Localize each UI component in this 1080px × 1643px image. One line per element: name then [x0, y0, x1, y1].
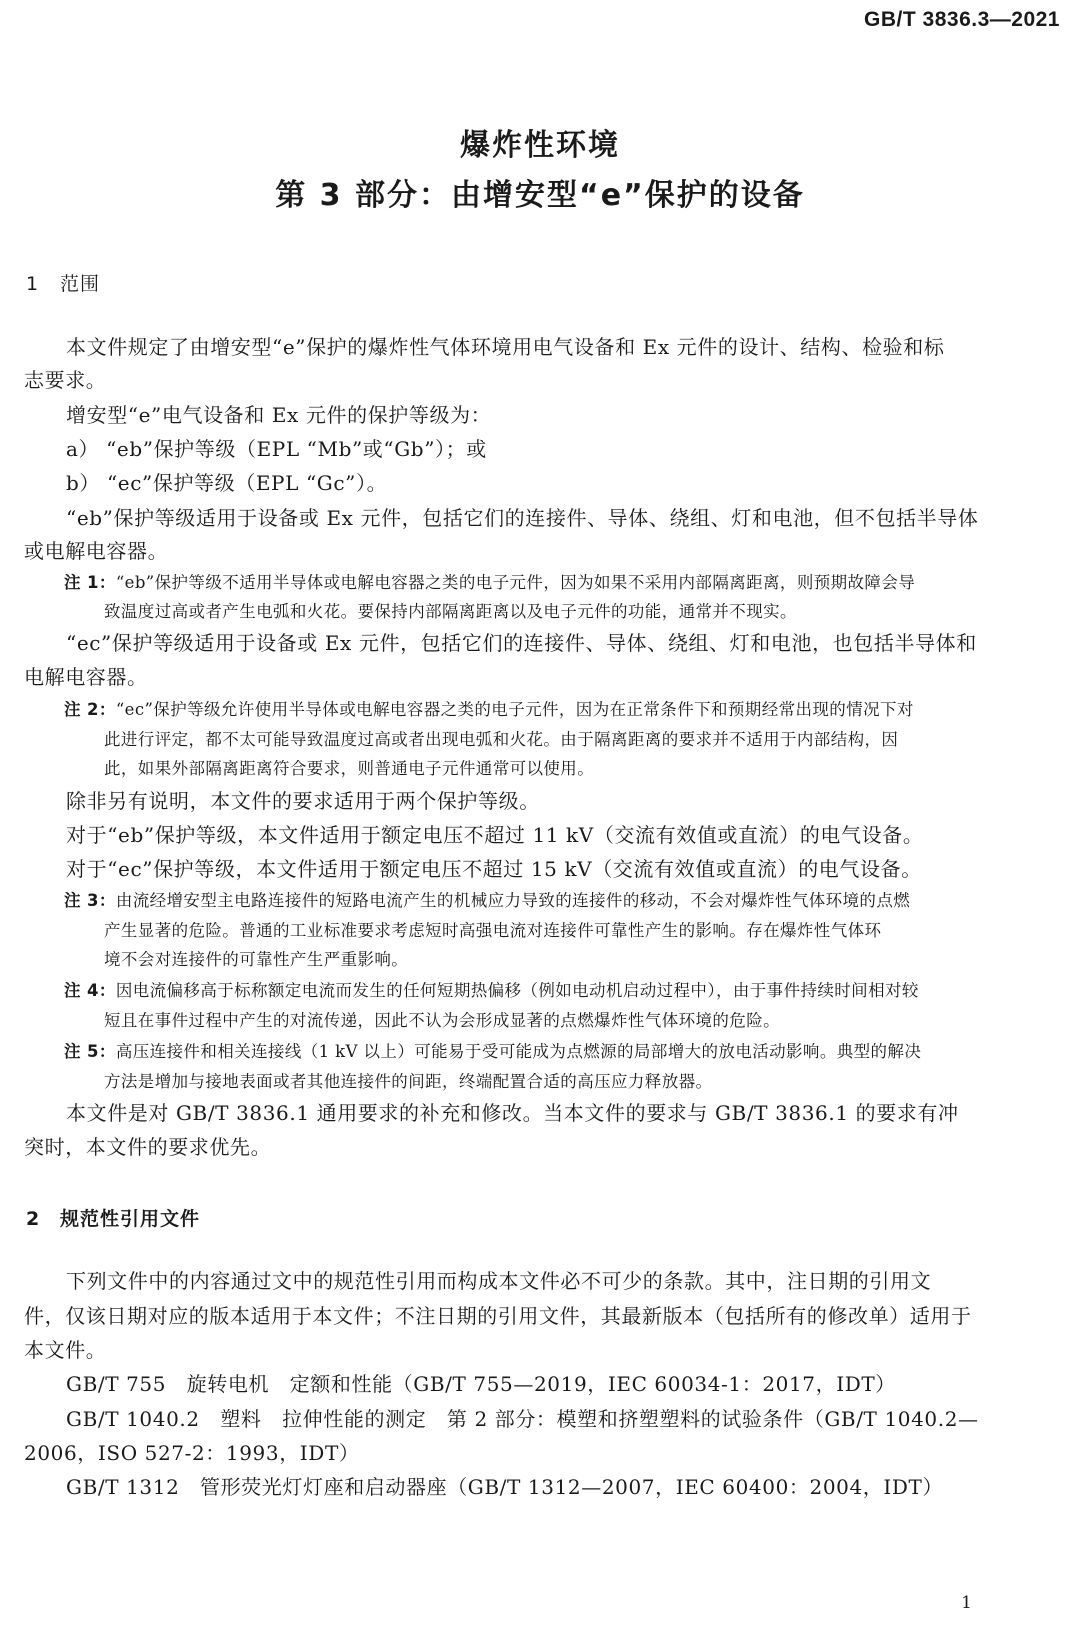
note-1-continued: 致温度过高或者产生电弧和火花。要保持内部隔离距离以及电子元件的功能，通常并不现实。 [104, 602, 797, 621]
paragraph-line: 本文件规定了由增安型“e”保护的爆炸性气体环境用电气设备和 Ex 元件的设计、结构、检验和标 [66, 335, 945, 359]
note-4-continued: 短且在事件过程中产生的对流传递，因此不认为会形成显著的点燃爆炸性气体环境的危险。 [104, 1011, 780, 1030]
note-label: 注 5： [64, 1042, 116, 1061]
paragraph-line: 增安型“e”电气设备和 Ex 元件的保护等级为： [66, 403, 492, 427]
note-3-continued: 境不会对连接件的可靠性产生严重影响。 [104, 950, 409, 969]
paragraph-line: 志要求。 [24, 368, 107, 392]
note-text: “ec”保护等级允许使用半导体或电解电容器之类的电子元件，因为在正常条件下和预期经常出现的情况下对 [115, 700, 914, 719]
note-4 [64, 977, 1060, 1005]
note-1 [64, 569, 1060, 597]
paragraph-line: “ec”保护等级适用于设备或 Ex 元件，包括它们的连接件、导体、绕组、灯和电池，也包括半导体和 [66, 631, 977, 655]
section-number: 2 [26, 1208, 41, 1230]
list-item-a: a） “eb”保护等级（EPL “Mb”或“Gb”）；或 [66, 437, 487, 461]
note-label: 注 4： [64, 981, 116, 1000]
section-title: 规范性引用文件 [60, 1208, 201, 1230]
note-3 [64, 887, 1060, 915]
document-title-main: 爆炸性环境 [460, 128, 620, 163]
section-title: 范围 [60, 273, 101, 295]
paragraph-line: 下列文件中的内容通过文中的规范性引用而构成本文件必不可少的条款。其中，注日期的引用文 [66, 1269, 932, 1293]
section-2-heading [26, 1204, 200, 1231]
note-5-continued: 方法是增加与接地表面或者其他连接件的间距，终端配置合适的高压应力释放器。 [104, 1072, 713, 1091]
section-1-heading [26, 269, 100, 296]
note-text: 因电流偏移高于标称额定电流而发生的任何短期热偏移（例如电动机启动过程中），由于事件持续时间相对较 [115, 981, 919, 1000]
note-2 [64, 696, 1060, 724]
paragraph-line: 本文件。 [24, 1338, 107, 1362]
reference-entry: GB/T 1040.2 塑料 拉伸性能的测定 第 2 部分：模塑和挤塑塑料的试验条件（GB/T 1040.2— [66, 1407, 979, 1431]
paragraph-line: 件，仅该日期对应的版本适用于本文件；不注日期的引用文件，其最新版本（包括所有的修改单）适用于 [24, 1304, 972, 1328]
note-label: 注 1： [64, 573, 116, 592]
note-2-continued: 此，如果外部隔离距离符合要求，则普通电子元件通常可以使用。 [104, 759, 595, 778]
paragraph-line: “eb”保护等级适用于设备或 Ex 元件，包括它们的连接件、导体、绕组、灯和电池，但不包括半导体 [66, 506, 979, 530]
paragraph-line: 突时，本文件的要求优先。 [24, 1135, 272, 1159]
document-title-sub: 第 3 部分：由增安型“e”保护的设备 [275, 178, 805, 213]
reference-entry: GB/T 1312 管形荧光灯灯座和启动器座（GB/T 1312—2007，IEC 60400：2004，IDT） [66, 1475, 944, 1499]
paragraph-line: 电解电容器。 [24, 665, 148, 689]
note-text: “eb”保护等级不适用半导体或电解电容器之类的电子元件，因为如果不采用内部隔离距离，则预期故障会导 [115, 573, 916, 592]
list-item-b: b） “ec”保护等级（EPL “Gc”）。 [66, 471, 388, 495]
paragraph-line: 对于“ec”保护等级，本文件适用于额定电压不超过 15 kV（交流有效值或直流）的电气设备。 [66, 857, 922, 881]
note-text: 高压连接件和相关连接线（1 kV 以上）可能易于受可能成为点燃源的局部增大的放电活动影响。典型的解决 [115, 1042, 922, 1061]
paragraph-line: 或电解电容器。 [24, 539, 169, 563]
section-number: 1 [26, 273, 40, 295]
note-2-continued: 此进行评定，都不太可能导致温度过高或者出现电弧和火花。由于隔离距离的要求并不适用于内部结构，因 [104, 730, 899, 749]
standard-number: GB/T 3836.3—2021 [864, 8, 1060, 31]
paragraph-line: 除非另有说明，本文件的要求适用于两个保护等级。 [66, 789, 540, 813]
reference-entry: GB/T 755 旋转电机 定额和性能（GB/T 755—2019，IEC 60034-1：2017，IDT） [66, 1372, 896, 1396]
note-5 [64, 1038, 1060, 1066]
paragraph-line: 本文件是对 GB/T 3836.1 通用要求的补充和修改。当本文件的要求与 GB/T 3836.1 的要求有冲 [66, 1101, 959, 1125]
note-label: 注 3： [64, 891, 116, 910]
note-text: 由流经增安型主电路连接件的短路电流产生的机械应力导致的连接件的移动，不会对爆炸性气体环境的点燃 [115, 891, 911, 910]
paragraph-line: 对于“eb”保护等级，本文件适用于额定电压不超过 11 kV（交流有效值或直流）的电气设备。 [66, 823, 924, 847]
reference-entry-continued: 2006，ISO 527-2：1993，IDT） [24, 1441, 360, 1465]
note-3-continued: 产生显著的危险。普通的工业标准要求考虑短时高强电流对连接件可靠性产生的影响。存在爆炸性气体环 [104, 921, 882, 940]
page-number: 1 [961, 1593, 972, 1613]
note-label: 注 2： [64, 700, 116, 719]
